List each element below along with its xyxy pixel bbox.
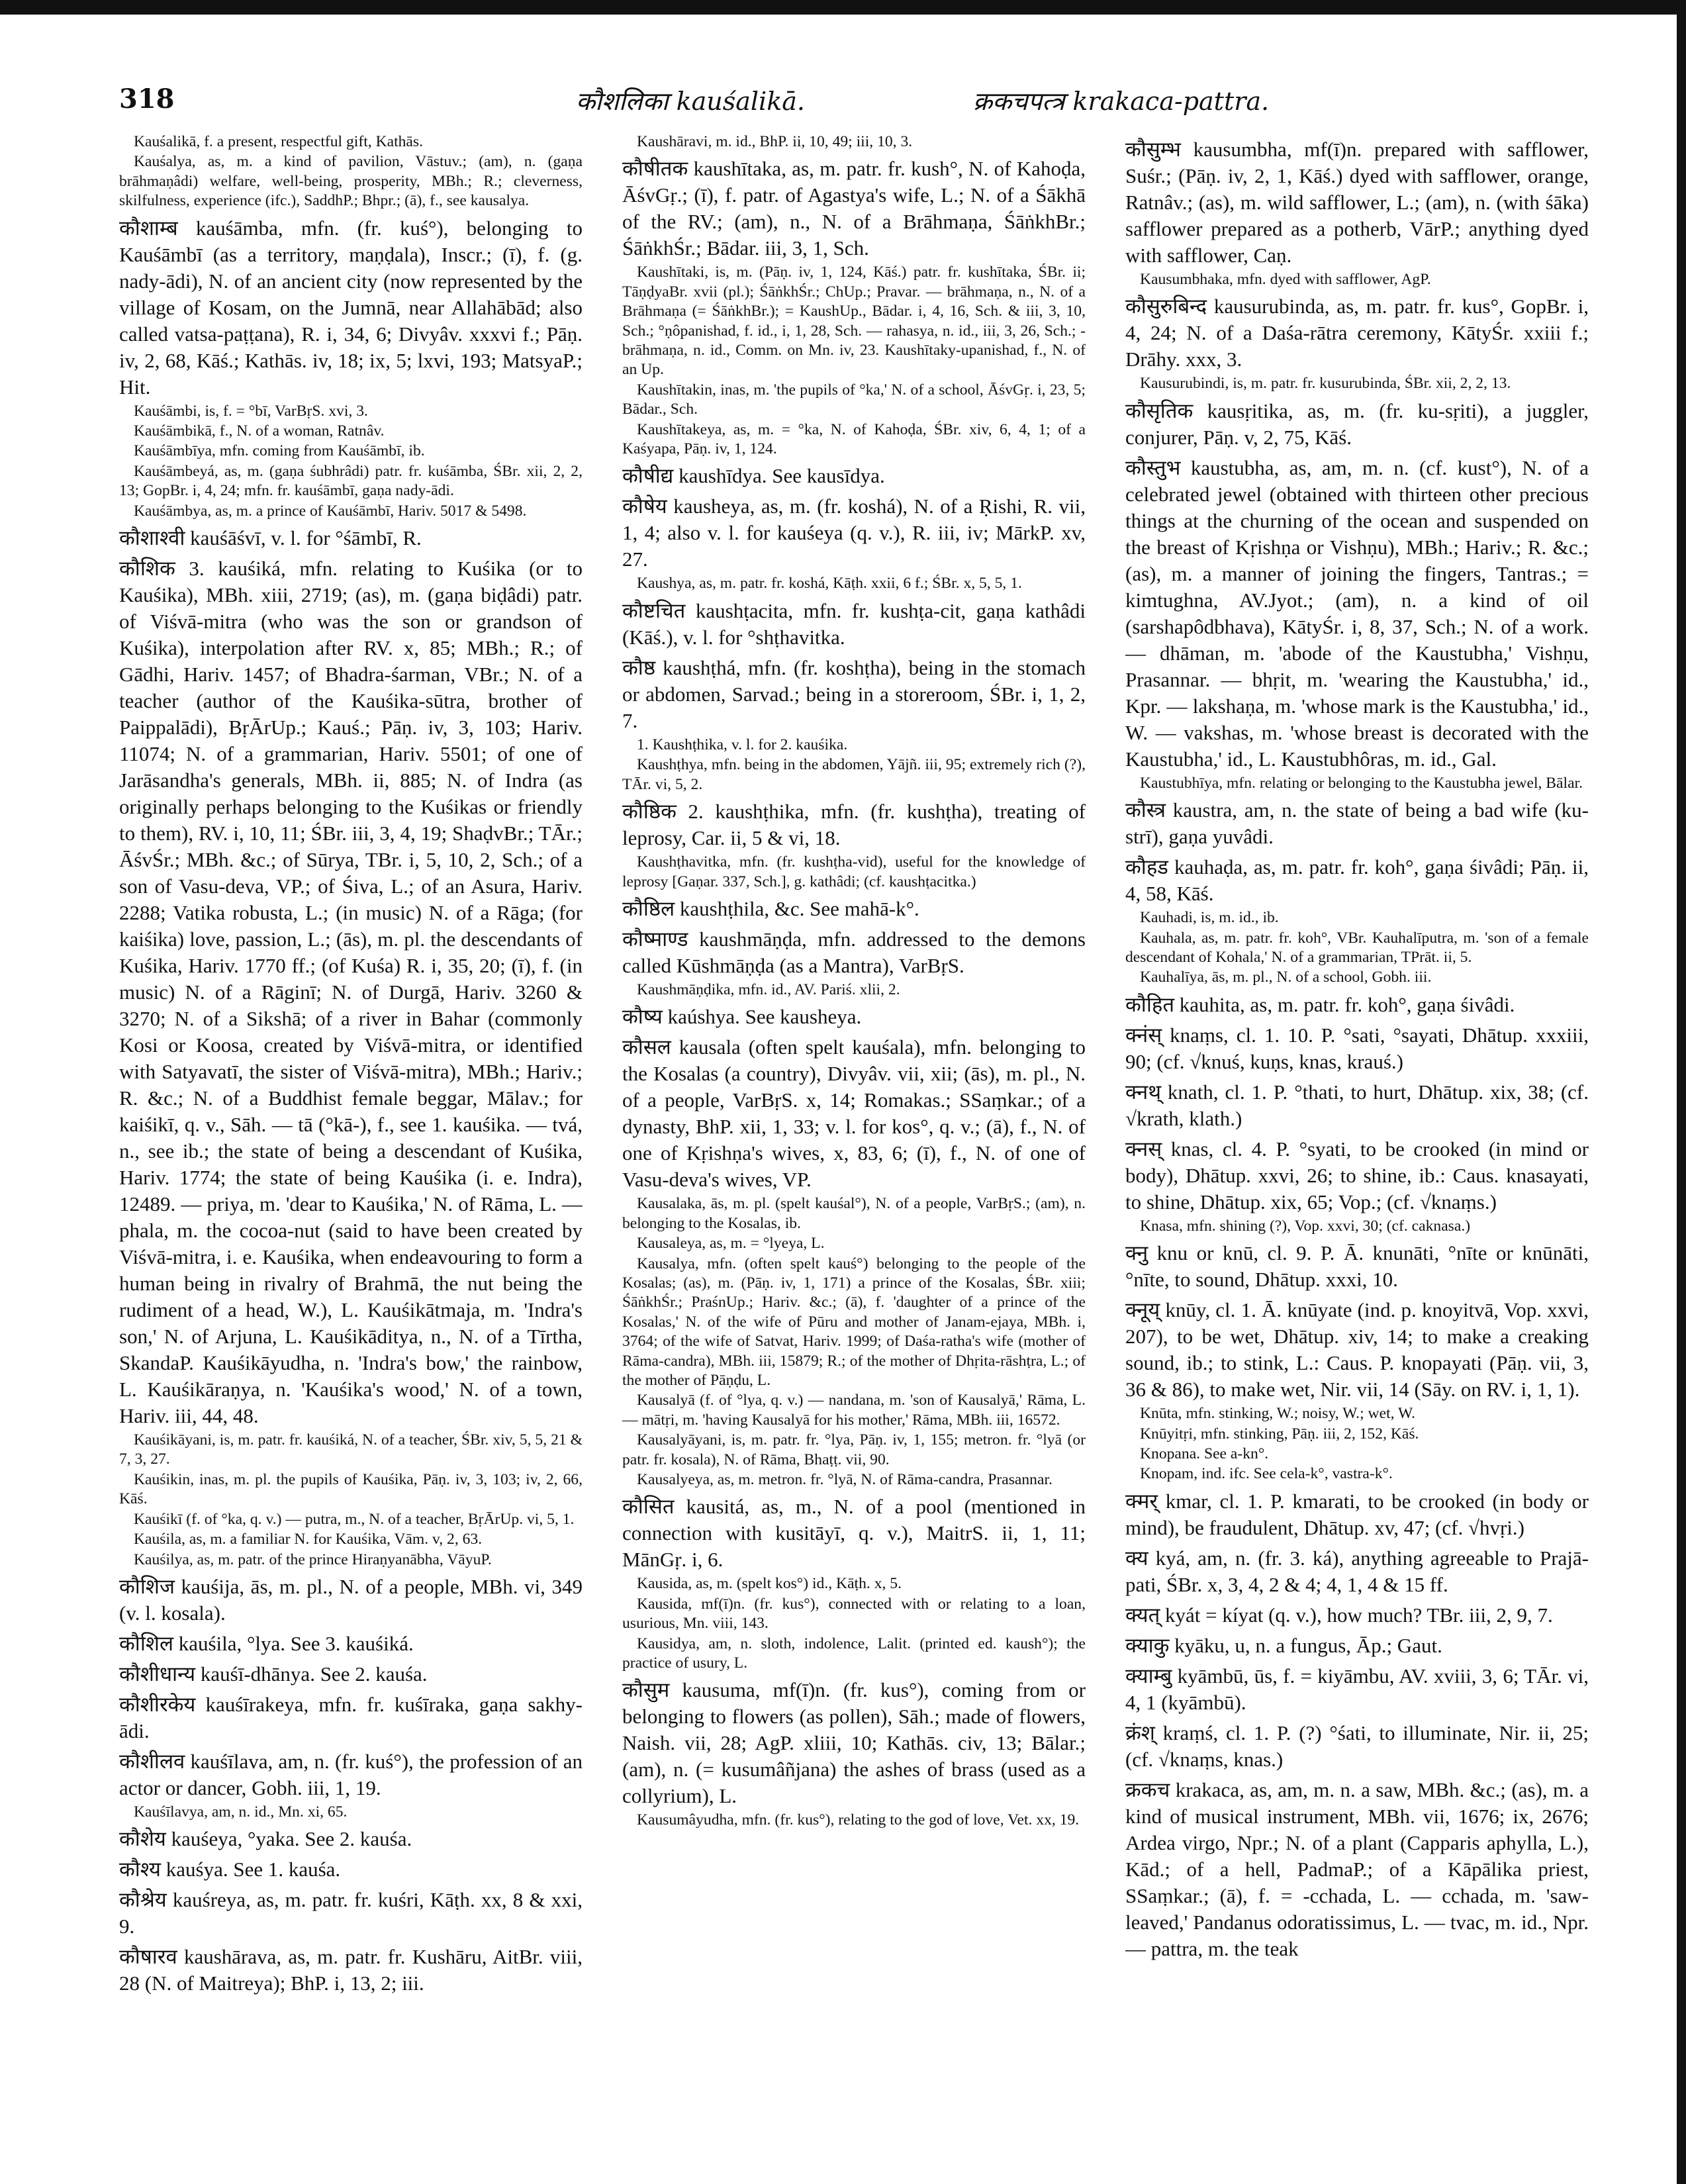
dictionary-entry: कौशिक 3. kauśiká, mfn. relating to Kuśika (or to Kauśika), MBh. xiii, 2719; (as), m. (gaṇa biḍâdi) patr. of Viśvā-mitra (who was the son or grandson of Kuśika), interpolation after RV. x, 85; MBh.; R.; of Gādhi, Hariv. 1457; of Bhadra-śarman, VBr.; N. of a teacher (author of the Kauśika-sūtra, brother of Paippalādi), BṛĀrUp.; Kauś.; Pāṇ. iv, 3, 103; Hariv. 11074; N. of a grammarian, Hariv. 5501; of one of Jarāsandha's generals, MBh. ii, 885; N. of Indra (as originally perhaps belonging to the Kuśikas or friendly to them), RV. i, 10, 11; ŚBr. iii, 3, 4, 19; ShaḍvBr.; TĀr.; ĀśvŚr.; MBh. &c.; of Sūrya, TBr. i, 5, 10, 2, Sch.; of a son of Vasu-deva, VP.; of Śiva, L.; of an Asura, Hariv. 2288; Vatika robusta, L.; (in music) N. of a Rāga; (for kaiśika) love, passion, L.; (ās), m. pl. the descendants of Kuśika, Hariv. 1770 ff.; (of Kuśa) R. i, 35, 20; (ī), f. (in music) N. of a Rāginī; N. of Durgā, Hariv. 3260 & 3270; N. of a Sikshā; of a river in Bahar (commonly Kosi or Koosa, created by Viśvā-mitra, or identified with Satyavatī, the sister of Viśvā-mitra), MBh.; Hariv.; R. &c.; N. of a Buddhist female beggar, Mālav.; for kaiśikī, q. v., Sāh. — tā (°kā-), f., see 1. kauśika. — tvá, n., see ib.; the state of being a descendant of Kuśika, Hariv. 1774; the state of being Kauśika (i. e. Indra), 12489. — priya, m. 'dear to Kauśika,' N. of Rāma, L. — phala, m. the cocoa-nut (said to have been created by Viśvā-mitra, i. e. Kauśika, when endeavouring to form a human being in rivalry of Brahmā, the nut being the rudiment of a head, W.), L. Kauśikātmaja, m. 'Indra's son,' N. of Arjuna, L. Kauśikāditya, n., N. of a Tīrtha, SkandaP. Kauśikāyudha, n. 'Indra's bow,' the rainbow, L. Kauśikāraṇya, n. 'Kauśika's wood,' N. of a town, Hariv. iii, 44, 48. bbox=[119, 557, 583, 1428]
dictionary-entry: कौशिल kauśila, °lya. See 3. kauśiká. bbox=[119, 1631, 414, 1655]
dictionary-entry: क्नंस् knaṃs, cl. 1. 10. P. °sati, °sayati, Dhātup. xxxiii, 90; (cf. √knuś, kuṇs, knas, krauś.) bbox=[1125, 1023, 1589, 1073]
dictionary-entry: कौषारव kaushārava, as, m. patr. fr. Kushāru, AitBr. viii, 28 (N. of Maitreya); BhP. i, 13, 2; iii. bbox=[119, 1945, 583, 1995]
dictionary-entry: कौस्तुभ kaustubha, as, am, m. n. (cf. kust°), N. of a celebrated jewel (obtained with thirteen other precious things at the churning of the ocean and suspended on the breast of Kṛishṇa or Vishṇu), MBh.; Hariv.; R. &c.; (as), m. a manner of joining the fingers, Tantras.; = kimtughna, AV.Jyot.; (am), n. a kind of oil (sarshapôdbhava), KātyŚr. i, 8, 37, Sch.; N. of a work. — dhāman, m. 'abode of the Kaustubha,' Vishṇu, Prasannar. — bhṛit, m. 'wearing the Kaustubha,' id., Kpr. — lakshaṇa, m. 'whose mark is the Kaustubha,' id., W. — vakshas, m. 'whose breast is decorated with the Kaustubha,' id., L. Kaustubhôras, m. id., Gal. bbox=[1125, 455, 1589, 771]
dictionary-entry: कौसल kausala (often spelt kauśala), mfn. belonging to the Kosalas (a country), Divyâv. vii, xii; (ās), m. pl., N. of a people, VarBṛS. x, 14; Romakas.; SSaṃkar.; of a dynasty, BhP. xii, 1, 33; v. l. for kos°, q. v.; (ā), f., N. of one of Kṛishṇa's wives, x, 83, 6; (ī), f., N. of one of Vasu-deva's wives, VP. bbox=[622, 1035, 1086, 1192]
dictionary-entry: Kaushya, as, m. patr. fr. koshá, Kāṭh. xxii, 6 f.; ŚBr. x, 5, 5, 1. bbox=[637, 575, 1022, 593]
dictionary-entry: क्मर् kmar, cl. 1. P. kmarati, to be crooked (in body or mind), be fraudulent, Dhātup. xv, 47; (cf. √hvṛi.) bbox=[1125, 1489, 1589, 1539]
dictionary-entry: Kauśalya, as, m. a kind of pavilion, Vāstuv.; (am), n. (gaṇa brāhmaṇâdi) welfare, well-being, prosperity, MBh.; R.; cleverness, skilfulness, experience (ifc.), SaddhP.; Bhpr.; (ā), f., see kausalya. bbox=[119, 153, 583, 210]
dictionary-entry: Kauśāmbikā, f., N. of a woman, Ratnâv. bbox=[134, 422, 385, 440]
dictionary-entry: कौश्रेय kauśreya, as, m. patr. fr. kuśri, Kāṭh. xx, 8 & xxi, 9. bbox=[119, 1888, 583, 1938]
dictionary-entry: क्नथ् knath, cl. 1. P. °thati, to hurt, Dhātup. xix, 38; (cf. √krath, klath.) bbox=[1125, 1080, 1589, 1130]
dictionary-entry: Kauśikī (f. of °ka, q. v.) — putra, m., N. of a teacher, BṛĀrUp. vi, 5, 1. bbox=[134, 1510, 575, 1528]
dictionary-entry: Kausalyā (f. of °lya, q. v.) — nandana, m. 'son of Kausalyā,' Rāma, L. — mātṛi, m. 'having Kausalyā for his mother,' Rāma, MBh. iii, 16572. bbox=[622, 1392, 1086, 1429]
dictionary-entry: Kauśila, as, m. a familiar N. for Kauśika, Vām. v, 2, 63. bbox=[134, 1531, 483, 1548]
left-running-head: कौशलिका kauśalikā. bbox=[576, 87, 805, 116]
dictionary-entry: Kaushṭhya, mfn. being in the abdomen, Yājñ. iii, 95; extremely rich (?), TĀr. vi, 5, 2. bbox=[622, 756, 1086, 793]
dictionary-entry: कौश्य kauśya. See 1. kauśa. bbox=[119, 1858, 341, 1881]
dictionary-entry: Kaushāravi, m. id., BhP. ii, 10, 49; iii, 10, 3. bbox=[637, 133, 913, 150]
dictionary-entry: कौसृतिक kausṛitika, as, m. (fr. ku-sṛiti), a juggler, conjurer, Pāṇ. v, 2, 75, Kāś. bbox=[1125, 399, 1589, 449]
dictionary-entry: Kaustubhīya, mfn. relating or belonging to the Kaustubha jewel, Bālar. bbox=[1140, 774, 1583, 792]
dictionary-entry: Knasa, mfn. shining (?), Vop. xxvi, 30; (cf. caknasa.) bbox=[1140, 1217, 1471, 1235]
dictionary-entry: कौशीधान्य kauśī-dhānya. See 2. kauśa. bbox=[119, 1662, 428, 1685]
dictionary-entry: क्याम्बु kyāmbū, ūs, f. = kiyāmbu, AV. xviii, 3, 6; TĀr. vi, 4, 1 (kyāmbū). bbox=[1125, 1664, 1589, 1714]
column-3 bbox=[1125, 132, 1589, 2152]
dictionary-entry: Kauśikāyani, is, m. patr. fr. kauśiká, N. of a teacher, ŚBr. xiv, 5, 5, 21 & 7, 3, 27. bbox=[119, 1431, 583, 1468]
page-number: 318 bbox=[119, 83, 175, 115]
dictionary-entry: Kauhalīya, ās, m. pl., N. of a school, Gobh. iii. bbox=[1140, 969, 1432, 986]
dictionary-entry: कौशीलव kauśīlava, am, n. (fr. kuś°), the profession of an actor or dancer, Gobh. iii, 1, 19. bbox=[119, 1749, 583, 1799]
dictionary-entry: कौषीद्य kaushīdya. See kausīdya. bbox=[622, 464, 885, 488]
dictionary-entry: Kausalya, mfn. (often spelt kauś°) belonging to the people of the Kosalas; (as), m. (Pāṇ. iv, 1, 171) a prince of the Kosalas, ŚBr. xiii; ŚāṅkhŚr.; PraśnUp.; Hariv. &c.; (ā), f. 'daughter of a prince of the Kosalas,' N. of the wife of Pūru and mother of Janam-ejaya, MBh. i, 3764; of the wife of Satvat, Hariv. 1999; of Daśa-ratha's wife (mother of Rāma-candra), MBh. iii, 15879; R.; of the mother of Dhṛita-rāshṭra, L.; of the mother of Pāṇḍu, L. bbox=[622, 1255, 1086, 1389]
dictionary-entry: क्रकच krakaca, as, am, m. n. a saw, MBh. &c.; (as), m. a kind of musical instrument, MBh. vii, 1676; ix, 2676; Ardea virgo, Npr.; N. of a plant (Capparis aphylla, L.), Kād.; of a hell, PadmaP.; of a Kāpālika priest, SSaṃkar.; (ā), f. = -cchada, L. — cchada, m. 'saw-leaved,' Pandanus odoratissimus, L. — tvac, m. id., Npr. — pattra, m. the teak bbox=[1125, 1778, 1589, 1960]
dictionary-entry: Kaushītakin, inas, m. 'the pupils of °ka,' N. of a school, ĀśvGṛ. i, 23, 5; Bādar., Sch. bbox=[622, 381, 1086, 418]
dictionary-entry: कौष्माण्ड kaushmāṇḍa, mfn. addressed to the demons called Kūshmāṇḍa (as a Mantra), VarBṛS. bbox=[622, 927, 1086, 977]
column-1 bbox=[119, 132, 583, 2152]
dictionary-entry: क्रंश् kraṃś, cl. 1. P. (?) °śati, to illuminate, Nir. ii, 25; (cf. √knaṃs, knas.) bbox=[1125, 1721, 1589, 1771]
dictionary-entry: क्याकु kyāku, u, n. a fungus, Āp.; Gaut. bbox=[1125, 1633, 1442, 1657]
dictionary-entry: कौष्टचित kaushṭacita, mfn. fr. kushṭa-cit, gaṇa kathâdi (Kāś.), v. l. for °shṭhavitka. bbox=[622, 598, 1086, 649]
dictionary-entry: क्नूय् knūy, cl. 1. Ā. knūyate (ind. p. knoyitvā, Vop. xxvi, 207), to be wet, Dhātup. xiv, 14; to make a creaking sound, ib.; to stink, L.: Caus. P. knopayati (Pāṇ. vii, 3, 36 & 86), to make wet, Nir. vii, 14 (Sāy. on RV. i, 1, 1). bbox=[1125, 1298, 1589, 1401]
dictionary-entry: क्य kyá, am, n. (fr. 3. ká), anything agreeable to Prajā-pati, ŚBr. x, 3, 4, 2 & 4; 4, 1, 4 & 15 ff. bbox=[1125, 1546, 1589, 1596]
dictionary-entry: कौहड kauhaḍa, as, m. patr. fr. koh°, gaṇa śivâdi; Pāṇ. ii, 4, 58, Kāś. bbox=[1125, 855, 1589, 906]
dictionary-entry: 1. Kaushṭhika, v. l. for 2. kauśika. bbox=[637, 736, 848, 753]
page-header bbox=[119, 78, 1589, 118]
right-running-head: क्रकचपत्त्र krakaca-pattra. bbox=[973, 87, 1270, 116]
dictionary-entry: कौशिज kauśija, ās, m. pl., N. of a people, MBh. vi, 349 (v. l. kosala). bbox=[119, 1574, 583, 1625]
dictionary-entry: कौष्य kaúshya. See kausheya. bbox=[622, 1005, 862, 1029]
dictionary-entry: Kausida, mf(ī)n. (fr. kus°), connected with or relating to a loan, usurious, Mn. viii, 143. bbox=[622, 1595, 1086, 1633]
dictionary-entry: कौसित kausitá, as, m., N. of a pool (mentioned in connection with kusitāyī, q. v.), MaitrS. ii, 1, 11; MānGṛ. i, 6. bbox=[622, 1495, 1086, 1572]
dictionary-entry: Kausalyeya, as, m. metron. fr. °lyā, N. of Rāma-candra, Prasannar. bbox=[637, 1471, 1053, 1488]
dictionary-entry: कौषेय kausheya, as, m. (fr. koshá), N. of a Ṛishi, R. vii, 1, 4; also v. l. for kauśeya (q. v.), R. iii, iv; MārkP. xv, 27. bbox=[622, 495, 1086, 571]
dictionary-entry: Kausumâyudha, mfn. (fr. kus°), relating to the god of love, Vet. xx, 19. bbox=[637, 1811, 1080, 1829]
dictionary-entry: कौशाश्वी kauśāśvī, v. l. for °śāmbī, R. bbox=[119, 526, 422, 550]
dictionary-entry: Kauśāmbīya, mfn. coming from Kauśāmbī, ib. bbox=[134, 442, 425, 460]
dictionary-entry: Kauhadi, is, m. id., ib. bbox=[1140, 909, 1279, 927]
dictionary-entry: कौशेय kauśeya, °yaka. See 2. kauśa. bbox=[119, 1827, 412, 1851]
column-2 bbox=[622, 132, 1086, 2152]
dictionary-entry: Kauśikin, inas, m. pl. the pupils of Kauśika, Pāṇ. iv, 3, 103; iv, 2, 66, Kāś. bbox=[119, 1470, 583, 1508]
dictionary-entry: कौहित kauhita, as, m. patr. fr. koh°, gaṇa śivâdi. bbox=[1125, 992, 1515, 1016]
dictionary-entry: Kausumbhaka, mfn. dyed with safflower, AgP. bbox=[1140, 271, 1431, 288]
dictionary-entry: कौस्त्र kaustra, am, n. the state of being a bad wife (ku-strī), gaṇa yuvâdi. bbox=[1125, 798, 1589, 849]
dictionary-entry: कौष्ठ kaushṭhá, mfn. (fr. koshṭha), being in the stomach or abdomen, Sarvad.; being in a storeroom, ŚBr. i, 1, 2, 7. bbox=[622, 655, 1086, 732]
dictionary-entry: Kausidya, am, n. sloth, indolence, Lalit. (printed ed. kaush°); the practice of usury, L. bbox=[622, 1635, 1086, 1672]
scan-right-border bbox=[1677, 0, 1686, 2184]
dictionary-entry: कौशाम्ब kauśāmba, mfn. (fr. kuś°), belonging to Kauśāmbī (as a territory, maṇḍala), Inscr.; (ī), f. (g. nady-ādi), N. of an ancient city (now represented by the village of Kosam, on the Jumnā, near Allahābād; also called vatsa-paṭṭana), R. i, 34, 6; Divyâv. xxxvi f.; Pāṇ. iv, 2, 68, Kāś.; Kathās. iv, 18; ix, 5; lxvi, 193; MatsyaP.; Hit. bbox=[119, 216, 583, 399]
dictionary-entry: कौषीतक kaushītaka, as, m. patr. fr. kush°, N. of Kahoḍa, ĀśvGṛ.; (ī), f. patr. of Agastya's wife, L.; N. of a Śākhā of the RV.; (am), n., N. of a Brāhmaṇa, ŚāṅkhBr.; ŚāṅkhŚr.; Bādar. iii, 3, 1, Sch. bbox=[622, 157, 1086, 260]
dictionary-entry: कौसुम kausuma, mf(ī)n. (fr. kus°), coming from or belonging to flowers (as pollen), Sāh.; made of flowers, Naish. vii, 28; AgP. xliii, 10; Kathās. civ, 13; Bālar.; (am), n. (= kusumâñjana) the ashes of brass (used as a collyrium), L. bbox=[622, 1678, 1086, 1808]
dictionary-entry: Kausalaka, ās, m. pl. (spelt kauśal°), N. of a people, VarBṛS.; (am), n. belonging to the Kosalas, ib. bbox=[622, 1195, 1086, 1232]
dictionary-entry: Knūyitṛi, mfn. stinking, Pāṇ. iii, 2, 152, Kāś. bbox=[1140, 1425, 1419, 1443]
dictionary-entry: Kaushītaki, is, m. (Pāṇ. iv, 1, 124, Kāś.) patr. fr. kushītaka, ŚBr. ii; TāṇḍyaBr. xvii (pl.); ŚāṅkhŚr.; ChUp.; Pravar. — brāhmaṇa, n., N. of a Brāhmaṇa (= ŚāṅkhBr.); = KaushUp., Bādar. i, 4, 16, Sch. & iii, 3, 10, Sch.; °ṇôpanishad, f. id., i, 1, 28, Sch. — rahasya, n. id., iii, 3, 26, Sch.; -brāhmaṇa, n. id., Comm. on Mn. iv, 23. Kaushītaky-upanishad, f., N. of an Up. bbox=[622, 263, 1086, 379]
dictionary-entry: Knopana. See a-kn°. bbox=[1140, 1445, 1269, 1463]
dictionary-entry: कौसुम्भ kausumbha, mf(ī)n. prepared with safflower, Suśr.; (Pāṇ. iv, 2, 1, Kāś.) dyed with safflower, orange, Ratnâv.; (as), m. wild safflower, L.; (am), n. (with śāka) safflower prepared as a potherb, VārP.; anything dyed with safflower, Caṇ. bbox=[1125, 138, 1589, 267]
dictionary-entry: कौष्ठिक 2. kaushṭhika, mfn. (fr. kushṭha), treating of leprosy, Car. ii, 5 & vi, 18. bbox=[622, 800, 1086, 850]
scan-top-border bbox=[0, 0, 1686, 15]
dictionary-entry: Kausurubindi, is, m. patr. fr. kusurubinda, ŚBr. xii, 2, 2, 13. bbox=[1140, 375, 1511, 393]
dictionary-entry: Kauhala, as, m. patr. fr. koh°, VBr. Kauhalīputra, m. 'son of a female descendant of Kohala,' N. of a grammarian, TPrāt. ii, 5. bbox=[1125, 929, 1589, 967]
dictionary-entry: Kauśīlavya, am, n. id., Mn. xi, 65. bbox=[134, 1803, 348, 1821]
dictionary-entry: Knopam, ind. ifc. See cela-k°, vastra-k°. bbox=[1140, 1465, 1393, 1483]
dictionary-entry: Kausida, as, m. (spelt kos°) id., Kāṭh. x, 5. bbox=[637, 1575, 902, 1593]
dictionary-entry: कौष्ठिल kaushṭhila, &c. See mahā-k°. bbox=[622, 896, 919, 920]
dictionary-entry: क्यत् kyát = kíyat (q. v.), how much? TBr. iii, 2, 9, 7. bbox=[1125, 1603, 1553, 1627]
dictionary-entry: कौसुरुबिन्द kausurubinda, as, m. patr. fr. kus°, GopBr. i, 4, 24; N. of a Daśa-rātra ceremony, KātyŚr. xxiii f.; Drāhy. xxx, 3. bbox=[1125, 295, 1589, 371]
dictionary-entry: Kauśāmbya, as, m. a prince of Kauśāmbī, Hariv. 5017 & 5498. bbox=[134, 502, 527, 520]
dictionary-entry: Knūta, mfn. stinking, W.; noisy, W.; wet, W. bbox=[1140, 1405, 1415, 1423]
dictionary-entry: Kaushṭhavitka, mfn. (fr. kushṭha-vid), useful for the knowledge of leprosy [Gaṇar. 337, Sch.], g. kathâdi; (cf. kaushṭacitka.) bbox=[622, 853, 1086, 890]
dictionary-columns bbox=[119, 132, 1589, 2158]
dictionary-entry: Kauśāmbi, is, f. = °bī, VarBṛS. xvi, 3. bbox=[134, 402, 368, 420]
dictionary-entry: Kausaleya, as, m. = °lyeya, L. bbox=[637, 1235, 825, 1253]
dictionary-entry: Kaushītakeya, as, m. = °ka, N. of Kahoḍa, ŚBr. xiv, 6, 4, 1; of a Kaśyapa, Pāṇ. iv, 1, 124. bbox=[622, 420, 1086, 458]
dictionary-entry: Kauśāmbeyá, as, m. (gaṇa śubhrâdi) patr. fr. kuśāmba, ŚBr. xii, 2, 2, 13; GopBr. i, 4, 24; mfn. fr. kauśāmbī, gaṇa nady-ādi. bbox=[119, 462, 583, 500]
dictionary-entry: कौशीरकेय kauśīrakeya, mfn. fr. kuśīraka, gaṇa sakhy-ādi. bbox=[119, 1692, 583, 1742]
dictionary-entry: Kausalyāyani, is, m. patr. fr. °lya, Pāṇ. iv, 1, 155; metron. fr. °lyā (or patr. fr. kosala), N. of Rāma, Bhaṭṭ. vii, 90. bbox=[622, 1431, 1086, 1468]
dictionary-entry: क्नस् knas, cl. 4. P. °syati, to be crooked (in mind or body), Dhātup. xxvi, 26; to shine, ib.: Caus. knasayati, to shine, Dhātup. xix, 65; Vop.; (cf. √knaṃs.) bbox=[1125, 1137, 1589, 1213]
dictionary-entry: Kaushmāṇḍika, mfn. id., AV. Pariś. xlii, 2. bbox=[637, 980, 900, 998]
dictionary-entry: क्नु knu or knū, cl. 9. P. Ā. knunāti, °nīte or knūnāti, °nīte, to sound, Dhātup. xxxi, 10. bbox=[1125, 1241, 1589, 1292]
dictionary-entry: Kauśalikā, f. a present, respectful gift, Kathās. bbox=[134, 133, 423, 150]
dictionary-entry: Kauśilya, as, m. patr. of the prince Hiraṇyanābha, VāyuP. bbox=[134, 1550, 492, 1568]
